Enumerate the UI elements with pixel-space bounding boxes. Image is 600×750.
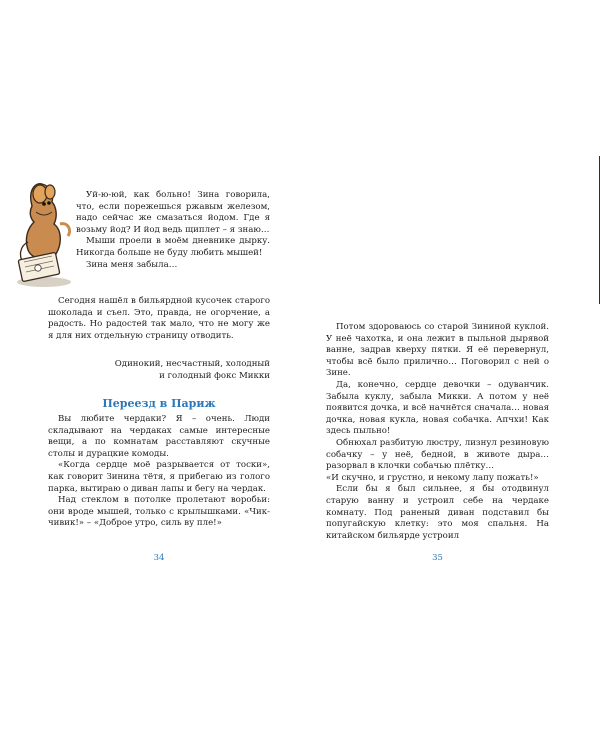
page-number: 34 xyxy=(153,553,165,563)
paragraph: Вы любите чердаки? Я – очень. Люди складывают на чердаках самые интересные вещи, а по комнатам расставляют скучные столы и дурацкие комоды. xyxy=(48,414,270,459)
mouse-with-book-illustration xyxy=(14,172,74,292)
paragraph: «И скучно, и грустно, и некому лапу пожать!» xyxy=(326,472,539,483)
diary-intro-text xyxy=(76,190,270,271)
paragraph: Если бы я был сильнее, я бы отодвинул старую ванну и устроил себе на чердаке комнату. Под раненый диван подставил бы попугайскую клетку: это моя спальня. На китайском бильярде устроил xyxy=(326,484,549,541)
page-number: 35 xyxy=(432,553,443,563)
paragraph: Обнюхал разбитую люстру, лизнул резиновую собачку – у неё, бедной, в животе дыра… разорвал в клочки собачью плётку… xyxy=(326,437,549,472)
diary-entry-text xyxy=(48,296,270,342)
signature-line: Одинокий, несчастный, холодный xyxy=(114,359,270,369)
signature-line: и голодный фокс Микки xyxy=(159,370,270,381)
chapter-text xyxy=(48,414,270,530)
paragraph: Над стеклом в потолке пролетают воробьи: они вроде мышей, только с крылышками. «Чик-чивик!» – «Доброе утро, силь ву пле!» xyxy=(48,495,270,529)
paragraph: Потом здороваюсь со старой Зининой куклой. У неё чахотка, и она лежит в пыльной дырявой ванне, задрав кверху пятки. Я её перевернул, чтобы всё было прилично… Поговорил с ней о Зине. xyxy=(326,322,549,379)
paragraph: Мыши проели в моём дневнике дырку. Никогда больше не буду любить мышей! xyxy=(76,236,270,258)
paragraph: Да, конечно, сердце девочки – одуванчик. Забыла куклу, забыла Микки. А потом у неё появится дочка, и всё начнётся сначала… новая дочка, новая кукла, новая собачка. Апчхи! Как здесь пыльно! xyxy=(326,379,549,437)
paragraph: «Когда сердце моё разрывается от тоски», как говорит Зинина тётя, я прибегаю из голого парка, вытираю о диван лапы и бегу на чердак. xyxy=(48,460,270,494)
paragraph: Сегодня нашёл в бильярдной кусочек старого шоколада и съел. Это, правда, не огорчение, а радость. Но радостей так мало, что не могу же я для них отдельную страницу отводить. xyxy=(48,296,270,341)
paragraph: Уй-ю-юй, как больно! Зина говорила, что, если порежешься ржавым железом, надо сейчас же смазаться йодом. Где я возьму йод? И йод ведь щиплет – я знаю… xyxy=(76,190,270,235)
paragraph: Зина меня забыла… xyxy=(86,259,178,270)
right-page-text xyxy=(326,322,549,542)
signature xyxy=(108,359,270,382)
chapter-title: Переезд в Париж xyxy=(102,397,216,410)
right-page xyxy=(300,0,600,750)
